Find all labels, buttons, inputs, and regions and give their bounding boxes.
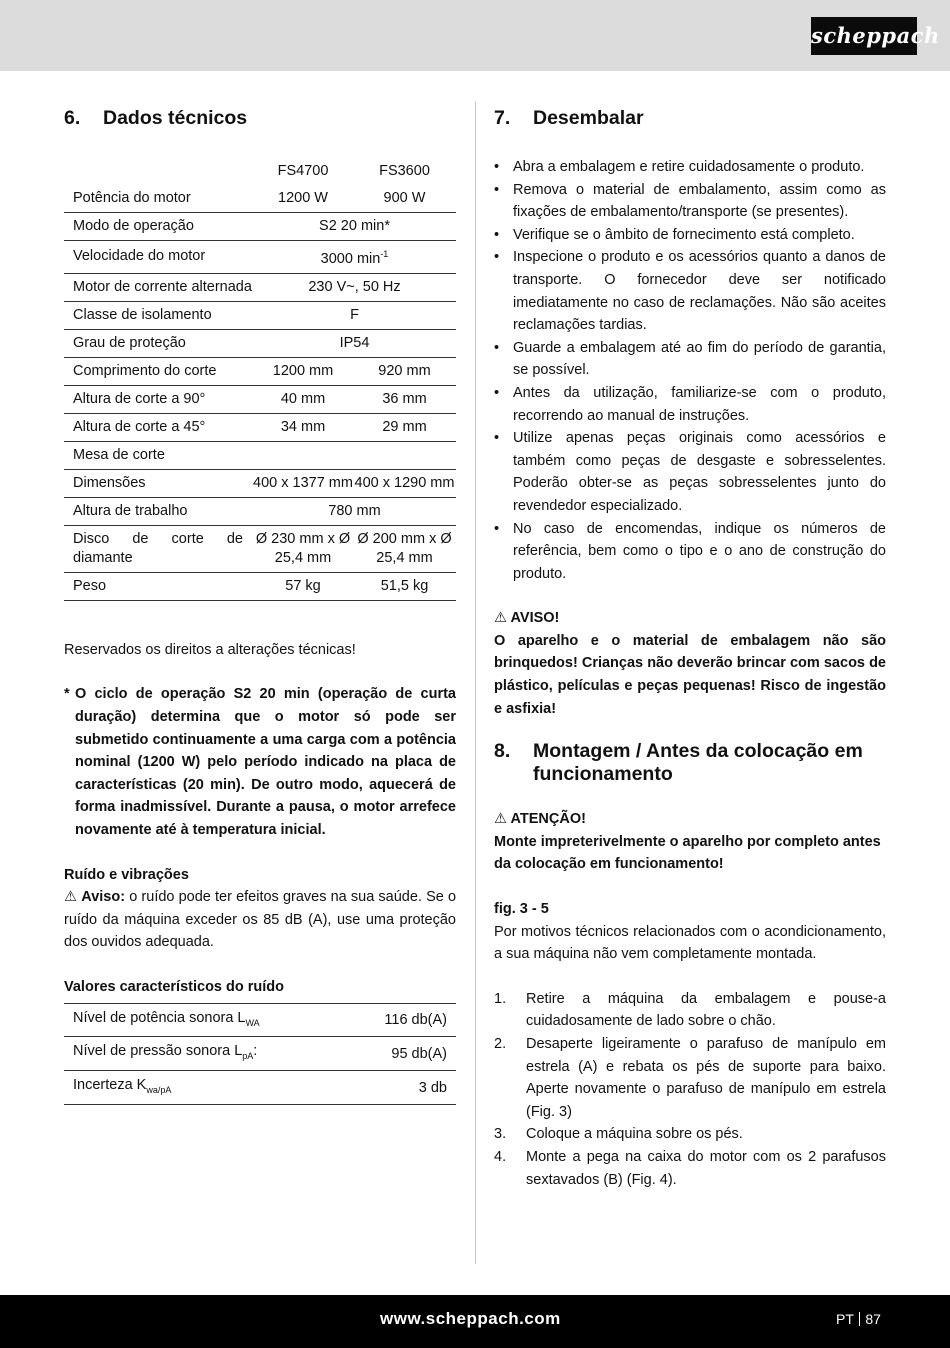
warning-title: ⚠ AVISO!: [494, 610, 560, 627]
page-indicator: PT 87: [836, 1311, 881, 1327]
list-item: • Antes da utilização, familiarize-se com o produto, recorrendo ao manual de instruções.: [494, 382, 886, 427]
section-6-heading: 6. Dados técnicos: [64, 107, 248, 129]
table-row: Altura de corte a 90° 40 mm 36 mm: [64, 385, 456, 413]
table-row: Velocidade do motor 3000 $\min^{-1}$: [64, 241, 456, 274]
reserved-note: Reservados os direitos a alterações técnicas!: [64, 641, 356, 658]
attention-title: ⚠ ATENÇÃO!: [494, 811, 586, 828]
model-fs4700: FS4700: [277, 163, 329, 179]
list-item: • No caso de encomendas, indique os números de referência, bem como o tipo e o ano de construção do produto.: [494, 518, 886, 586]
page-separator: [859, 1312, 861, 1326]
table-row: Dimensões 400 x 1377 mm 400 x 1290 mm: [64, 469, 456, 497]
list-item: • Inspecione o produto e os acessórios quanto a danos de transporte. O fornecedor deve ser notificado imediatamente no caso de reclamações. Não são aceites reclamações tardias.: [494, 246, 886, 336]
section-7-heading: 7. Desembalar: [494, 107, 644, 129]
section-8-heading: 8. Montagem / Antes da colocação em funcionamento: [494, 740, 863, 786]
footnote: * O ciclo de operação S2 20 min (operação de curta duração) determina que o motor só pode ser submetido continuamente a uma carga com a potência nominal (1200 W) pelo período indicado na placa de características (20 min). De outro modo, aquecerá de forma inadmissível. Durante a pausa, o motor arrefece novamente até à temperatura inicial.: [64, 686, 456, 838]
list-item: • Utilize apenas peças originais como acessórios e também como peças de desgaste e sobresselentes. Poderão obter-se as peças sobresselentes junto do revendedor especializado.: [494, 427, 886, 517]
scheppach-logo: scheppach: [811, 17, 917, 55]
attention-text: Monte impreterivelmente o aparelho por completo antes da colocação em funcionamento!: [494, 833, 881, 873]
list-item: 1. Retire a máquina da embalagem e pouse-a cuidadosamente de lado sobre o chão.: [494, 990, 886, 1030]
list-item: 2. Desaperte ligeiramente o parafuso de manípulo em estrela (A) e rebata os pés de suporte para baixo. Aperte novamente o parafuso de manípulo em estrela (Fig. 3): [494, 1036, 886, 1120]
table-row: Nível de pressão sonora $L_{pA}$: 95 db(A): [64, 1037, 456, 1071]
table-row: Motor de corrente alternada 230 V~, 50 Hz: [64, 273, 456, 301]
fig-reference: fig. 3 - 5: [494, 901, 549, 918]
table-row: Potência do motor 1200 W 900 W: [64, 185, 456, 213]
table-row: Classe de isolamento F: [64, 301, 456, 329]
table-row: Modo de operação S2 20 min*: [64, 213, 456, 241]
unpack-list: [494, 156, 886, 585]
right-column: [494, 105, 886, 1191]
table-row: Grau de proteção IP54: [64, 329, 456, 357]
list-item: 3. Coloque a máquina sobre os pés.: [494, 1126, 743, 1143]
warning-triangle-icon: ⚠: [494, 610, 507, 627]
column-divider: [475, 101, 476, 1264]
spec-header-row: [64, 162, 456, 185]
model-fs3600: FS3600: [379, 163, 430, 179]
table-row: Disco de corte de diamante Ø 230 mm x Ø 25,4 mm Ø 200 mm x Ø 25,4 mm: [64, 525, 456, 572]
warning-triangle-icon: ⚠: [494, 811, 507, 828]
website-link[interactable]: www.scheppach.com: [380, 1309, 561, 1328]
footer-bar: [0, 1295, 950, 1348]
left-column: [64, 105, 456, 1105]
list-item: • Abra a embalagem e retire cuidadosamente o produto.: [494, 156, 886, 179]
warning-text: O aparelho e o material de embalagem não são brinquedos! Crianças não deverão brincar com sacos de plástico, películas e peças pequenas! Risco de ingestão e asfixia!: [494, 632, 886, 717]
list-item: 4. Monte a pega na caixa do motor com os 2 parafusos sextavados (B) (Fig. 4).: [494, 1148, 886, 1188]
table-row: Mesa de corte: [64, 441, 456, 469]
spec-table: [64, 162, 456, 601]
list-item: • Remova o material de embalamento, assim como as fixações de embalamento/transporte (se presentes).: [494, 179, 886, 224]
header-bar: [0, 0, 950, 71]
table-row: Peso 57 kg 51,5 kg: [64, 572, 456, 600]
noise-heading: Ruído e vibrações: [64, 866, 189, 883]
warning-triangle-icon: ⚠: [64, 889, 78, 906]
list-item: • Verifique se o âmbito de fornecimento está completo.: [494, 224, 886, 247]
table-row: Altura de trabalho 780 mm: [64, 497, 456, 525]
noise-table: [64, 1003, 456, 1106]
list-item: • Guarde a embalagem até ao fim do período de garantia, se possível.: [494, 337, 886, 382]
table-row: Comprimento do corte 1200 mm 920 mm: [64, 357, 456, 385]
table-row: Altura de corte a 45° 34 mm 29 mm: [64, 413, 456, 441]
table-row: Incerteza $K_{wa/pA}$ 3 db: [64, 1071, 456, 1105]
noise-values-heading: Valores característicos do ruído: [64, 978, 285, 995]
assembly-intro: Por motivos técnicos relacionados com o acondicionamento, a sua máquina não vem completamente montada.: [494, 923, 886, 963]
noise-warning: ⚠ Aviso: o ruído pode ter efeitos graves na sua saúde. Se o ruído da máquina exceder os 85 dB (A), use uma proteção dos ouvidos adequada.: [64, 889, 457, 951]
assembly-steps: [494, 988, 886, 1191]
table-row: Nível de potência sonora $L_{WA}$ 116 db(A): [64, 1003, 456, 1037]
